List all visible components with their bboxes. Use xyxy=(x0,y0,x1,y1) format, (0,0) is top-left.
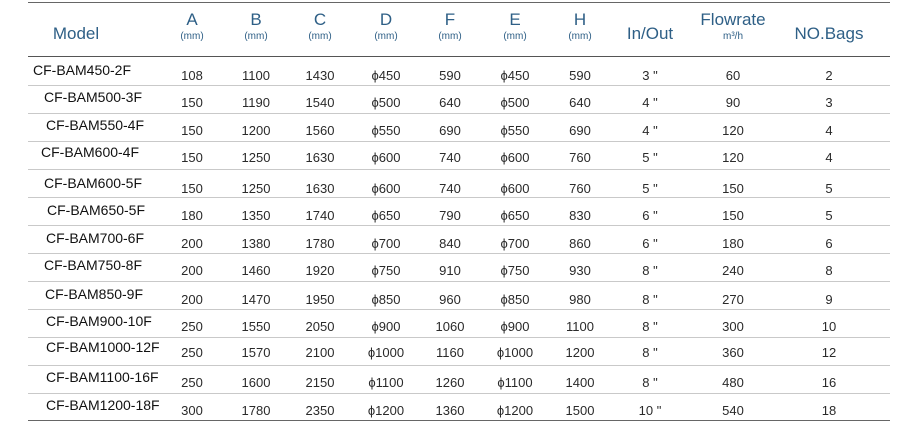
cell-h: 1500 xyxy=(565,403,595,418)
cell-b: 1200 xyxy=(241,123,271,138)
table-row xyxy=(28,282,890,310)
cell-a: 108 xyxy=(181,68,203,83)
cell-inout: 4 " xyxy=(642,123,658,138)
cell-d: ϕ650 xyxy=(371,208,401,223)
cell-h: 760 xyxy=(569,181,591,196)
cell-c: 1560 xyxy=(305,123,335,138)
cell-a: 250 xyxy=(181,319,203,334)
cell-e: ϕ600 xyxy=(500,181,530,196)
cell-c: 2150 xyxy=(305,375,335,390)
column-header-label: Flowrate xyxy=(700,10,766,29)
cell-b: 1780 xyxy=(241,403,271,418)
cell-h: 690 xyxy=(569,123,591,138)
cell-c: 1630 xyxy=(305,150,335,165)
cell-flow: 300 xyxy=(722,319,744,334)
cell-e: ϕ1000 xyxy=(496,345,534,360)
cell-c: 1780 xyxy=(305,236,335,251)
cell-f: 640 xyxy=(439,95,461,110)
table-row xyxy=(28,310,890,338)
cell-a: 200 xyxy=(181,263,203,278)
cell-inout: 8 " xyxy=(642,375,658,390)
cell-model: CF-BAM650-5F xyxy=(47,202,146,218)
cell-e: ϕ500 xyxy=(500,95,530,110)
cell-b: 1570 xyxy=(241,345,271,360)
cell-model: CF-BAM600-4F xyxy=(41,144,140,160)
cell-model: CF-BAM750-8F xyxy=(44,257,143,273)
cell-bags: 2 xyxy=(825,68,833,83)
cell-e: ϕ700 xyxy=(500,236,530,251)
column-header-unit: (mm) xyxy=(503,31,527,42)
cell-a: 150 xyxy=(181,95,203,110)
cell-b: 1550 xyxy=(241,319,271,334)
column-header-unit: (mm) xyxy=(568,31,592,42)
cell-bags: 6 xyxy=(825,236,833,251)
cell-d: ϕ600 xyxy=(371,181,401,196)
cell-model: CF-BAM600-5F xyxy=(44,175,143,191)
cell-h: 980 xyxy=(569,292,591,307)
cell-inout: 6 " xyxy=(642,208,658,223)
table-row xyxy=(28,226,890,254)
cell-d: ϕ600 xyxy=(371,150,401,165)
cell-flow: 180 xyxy=(722,236,744,251)
cell-a: 300 xyxy=(181,403,203,418)
cell-d: ϕ750 xyxy=(371,263,401,278)
cell-h: 1200 xyxy=(565,345,595,360)
cell-flow: 120 xyxy=(722,150,744,165)
cell-b: 1600 xyxy=(241,375,271,390)
cell-f: 740 xyxy=(439,150,461,165)
cell-d: ϕ550 xyxy=(371,123,401,138)
cell-model: CF-BAM1100-16F xyxy=(46,369,159,385)
cell-a: 200 xyxy=(181,236,203,251)
cell-model: CF-BAM850-9F xyxy=(45,286,144,302)
cell-b: 1100 xyxy=(242,68,270,83)
cell-f: 590 xyxy=(439,68,461,83)
column-header-flow xyxy=(688,10,778,43)
column-header-label: H xyxy=(573,10,587,29)
cell-c: 1740 xyxy=(305,208,335,223)
cell-inout: 6 " xyxy=(642,236,658,251)
cell-e: ϕ900 xyxy=(500,319,530,334)
cell-d: ϕ700 xyxy=(371,236,401,251)
cell-inout: 8 " xyxy=(642,263,658,278)
cell-bags: 16 xyxy=(821,375,837,390)
cell-b: 1250 xyxy=(241,181,271,196)
cell-c: 2050 xyxy=(305,319,335,334)
column-header-inout xyxy=(605,10,695,44)
cell-flow: 120 xyxy=(722,123,744,138)
column-header-label: E xyxy=(509,10,521,29)
cell-d: ϕ450 xyxy=(371,68,401,83)
cell-f: 690 xyxy=(439,123,461,138)
cell-h: 830 xyxy=(569,208,591,223)
column-header-unit: (mm) xyxy=(438,31,462,42)
cell-flow: 360 xyxy=(722,345,744,360)
cell-c: 2350 xyxy=(305,403,335,418)
column-header-label: D xyxy=(379,10,393,29)
cell-inout: 8 " xyxy=(642,319,658,334)
cell-h: 860 xyxy=(569,236,591,251)
cell-h: 640 xyxy=(569,95,591,110)
table-row xyxy=(28,254,890,282)
cell-b: 1250 xyxy=(241,150,271,165)
cell-flow: 60 xyxy=(725,68,741,83)
cell-e: ϕ850 xyxy=(500,292,530,307)
cell-f: 740 xyxy=(439,181,461,196)
cell-d: ϕ1000 xyxy=(367,345,405,360)
cell-b: 1380 xyxy=(241,236,271,251)
column-header-label: In/Out xyxy=(626,24,674,43)
cell-h: 930 xyxy=(569,263,591,278)
cell-h: 590 xyxy=(569,68,591,83)
cell-bags: 4 xyxy=(825,150,833,165)
table-row xyxy=(28,366,890,394)
cell-c: 1430 xyxy=(305,68,335,83)
cell-d: ϕ1100 xyxy=(368,375,404,390)
cell-bags: 5 xyxy=(825,208,833,223)
cell-e: ϕ1200 xyxy=(496,403,534,418)
cell-bags: 4 xyxy=(825,123,833,138)
cell-e: ϕ750 xyxy=(500,263,530,278)
column-header-label: A xyxy=(186,10,198,29)
cell-f: 790 xyxy=(439,208,461,223)
cell-model: CF-BAM700-6F xyxy=(46,230,145,246)
cell-e: ϕ600 xyxy=(500,150,530,165)
cell-bags: 9 xyxy=(825,292,833,307)
table-row xyxy=(28,170,890,198)
cell-model: CF-BAM1000-12F xyxy=(46,339,160,355)
cell-b: 1190 xyxy=(242,95,270,110)
cell-f: 840 xyxy=(439,236,461,251)
column-header-unit: (mm) xyxy=(180,31,204,42)
cell-c: 2100 xyxy=(305,345,335,360)
cell-flow: 480 xyxy=(722,375,744,390)
column-header-unit: (mm) xyxy=(244,31,268,42)
cell-b: 1470 xyxy=(241,292,271,307)
cell-flow: 90 xyxy=(725,95,741,110)
cell-bags: 3 xyxy=(825,95,833,110)
cell-f: 960 xyxy=(439,292,461,307)
cell-c: 1950 xyxy=(305,292,335,307)
cell-flow: 540 xyxy=(722,403,744,418)
cell-inout: 4 " xyxy=(642,95,658,110)
column-header-label: C xyxy=(313,10,327,29)
cell-d: ϕ1200 xyxy=(367,403,405,418)
cell-flow: 150 xyxy=(722,208,744,223)
cell-d: ϕ900 xyxy=(371,319,401,334)
cell-f: 1360 xyxy=(435,403,465,418)
cell-f: 1060 xyxy=(435,319,465,334)
cell-h: 760 xyxy=(569,150,591,165)
cell-inout: 5 " xyxy=(642,181,658,196)
column-header-label: Model xyxy=(52,24,100,43)
column-header-unit: (mm) xyxy=(308,31,332,42)
cell-bags: 10 xyxy=(821,319,837,334)
column-header-unit: m³/h xyxy=(723,31,743,42)
cell-inout: 3 " xyxy=(642,68,658,83)
cell-inout: 8 " xyxy=(642,292,658,307)
cell-h: 1400 xyxy=(565,375,595,390)
cell-e: ϕ650 xyxy=(500,208,530,223)
cell-h: 1100 xyxy=(566,319,594,334)
cell-f: 1260 xyxy=(435,375,465,390)
cell-e: ϕ1100 xyxy=(497,375,533,390)
top-rule xyxy=(28,2,890,3)
cell-inout: 8 " xyxy=(642,345,658,360)
cell-bags: 18 xyxy=(821,403,837,418)
table-row xyxy=(28,338,890,366)
table-row xyxy=(28,394,890,422)
cell-b: 1460 xyxy=(241,263,271,278)
cell-e: ϕ550 xyxy=(500,123,530,138)
table-row xyxy=(28,142,890,170)
cell-f: 1160 xyxy=(436,345,464,360)
column-header-label: B xyxy=(250,10,262,29)
cell-model: CF-BAM550-4F xyxy=(46,117,145,133)
column-header-label: F xyxy=(444,10,456,29)
cell-bags: 12 xyxy=(821,345,837,360)
cell-model: CF-BAM1200-18F xyxy=(46,397,160,413)
cell-a: 250 xyxy=(181,375,203,390)
column-header-bags xyxy=(784,10,874,44)
bottom-rule xyxy=(28,420,890,421)
table-row xyxy=(28,58,890,86)
cell-c: 1540 xyxy=(305,95,335,110)
cell-c: 1920 xyxy=(305,263,335,278)
cell-d: ϕ850 xyxy=(371,292,401,307)
cell-inout: 10 " xyxy=(638,403,662,418)
cell-model: CF-BAM450-2F xyxy=(33,62,132,78)
table-row xyxy=(28,86,890,114)
cell-bags: 8 xyxy=(825,263,833,278)
column-header-model xyxy=(31,10,121,44)
cell-f: 910 xyxy=(439,263,461,278)
cell-b: 1350 xyxy=(241,208,271,223)
cell-flow: 150 xyxy=(722,181,744,196)
column-header-unit: (mm) xyxy=(374,31,398,42)
cell-flow: 240 xyxy=(722,263,744,278)
cell-model: CF-BAM500-3F xyxy=(44,89,143,105)
cell-bags: 5 xyxy=(825,181,833,196)
cell-a: 150 xyxy=(181,123,203,138)
table-row xyxy=(28,114,890,142)
cell-a: 180 xyxy=(181,208,203,223)
header-rule xyxy=(28,56,890,57)
cell-c: 1630 xyxy=(305,181,335,196)
cell-flow: 270 xyxy=(722,292,744,307)
cell-a: 150 xyxy=(181,150,203,165)
cell-a: 250 xyxy=(181,345,203,360)
cell-inout: 5 " xyxy=(642,150,658,165)
cell-a: 200 xyxy=(181,292,203,307)
column-header-label: NO.Bags xyxy=(794,24,864,43)
cell-e: ϕ450 xyxy=(500,68,530,83)
cell-d: ϕ500 xyxy=(371,95,401,110)
table-row xyxy=(28,198,890,226)
cell-model: CF-BAM900-10F xyxy=(46,313,152,329)
cell-a: 150 xyxy=(181,181,203,196)
